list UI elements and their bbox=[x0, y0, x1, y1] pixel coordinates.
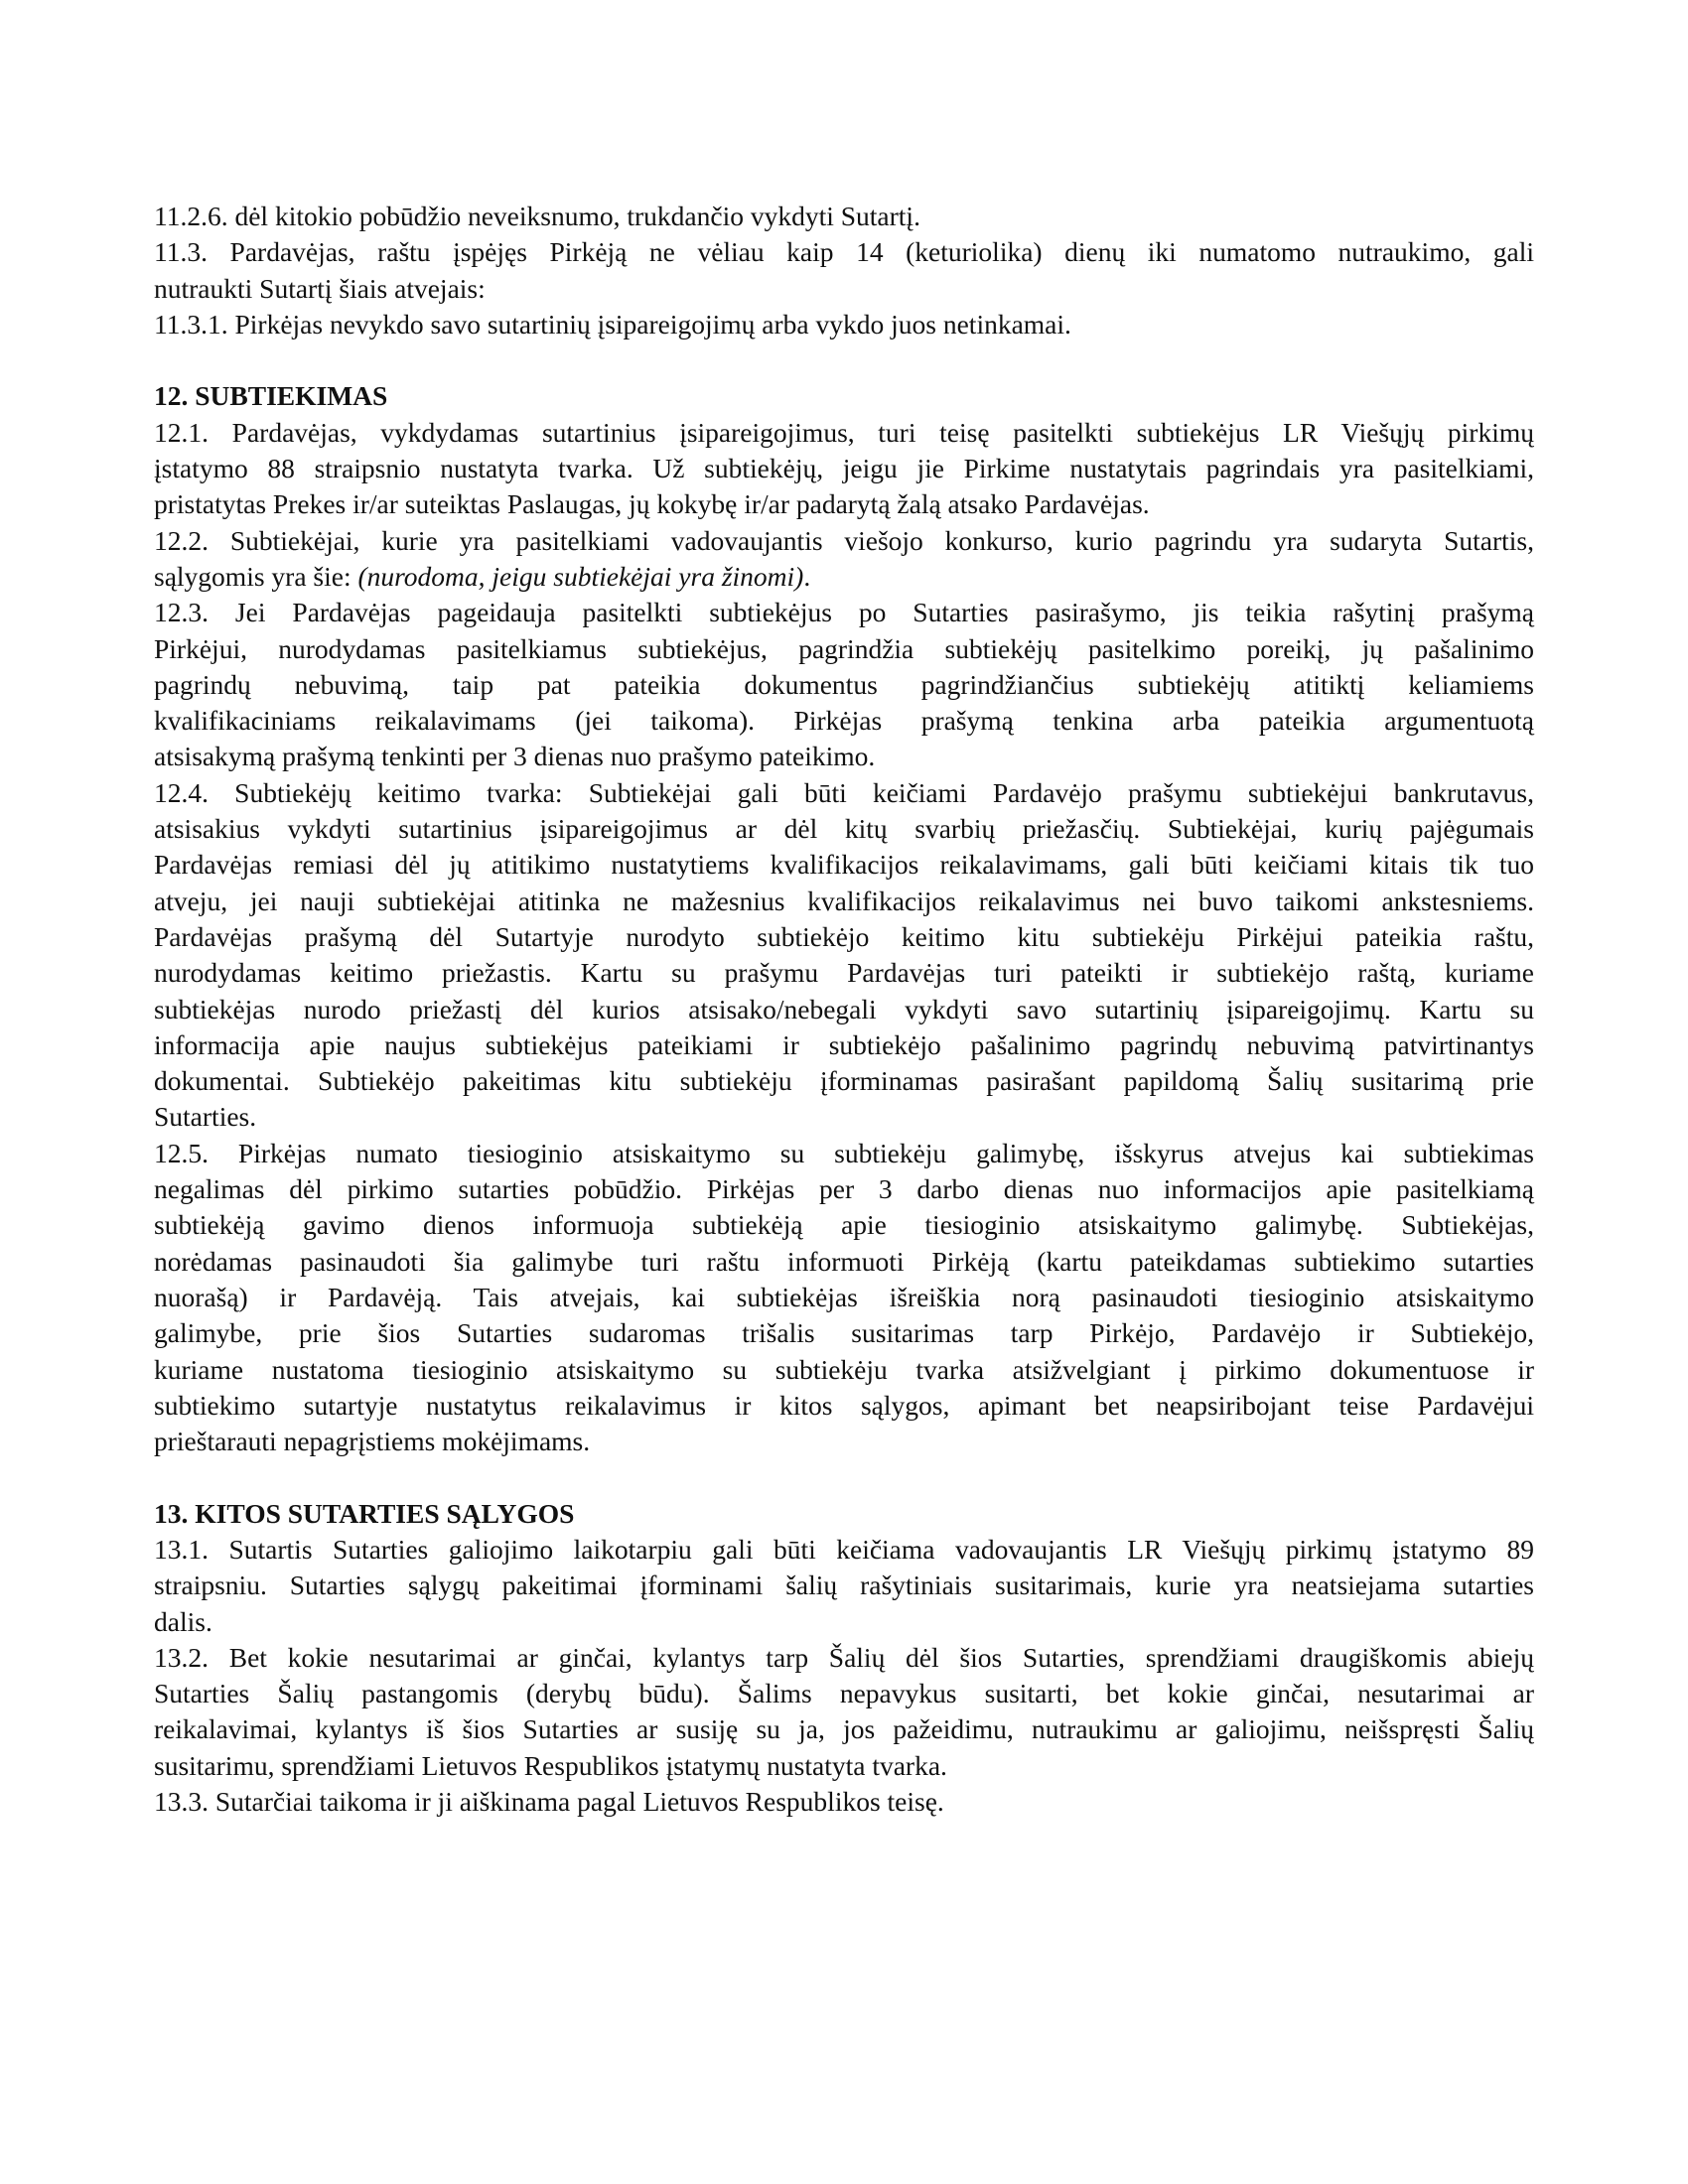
section-12 bbox=[154, 378, 1534, 1459]
text-line: atsisakymą prašymą tenkinti per 3 dienas nuo prašymo pateikimo. bbox=[154, 741, 876, 772]
text-line: 12.5. Pirkėjas numato tiesioginio atsiskaitymo su subtiekėju galimybę, išskyrus atvejus kai subtiekimas bbox=[154, 1137, 1534, 1168]
text-line: nurodydamas keitimo priežastis. Kartu su prašymu Pardavėjas turi pateikti ir subtiekėjo raštą, kuriame bbox=[154, 957, 1534, 989]
text-line: Pirkėjui, nurodydamas pasitelkiamus subtiekėjus, pagrindžia subtiekėjų pasitelkimo poreikį, jų pašalinimo bbox=[154, 632, 1534, 664]
text-line: Pardavėjas remiasi dėl jų atitikimo nustatytiems kvalifikacijos reikalavimams, gali būti keičiami kitais tik tuo bbox=[154, 849, 1534, 881]
text-line: 12.2. Subtiekėjai, kurie yra pasitelkiami vadovaujantis viešojo konkurso, kurio pagrindu yra sudaryta Sutartis, bbox=[154, 524, 1534, 556]
text-line: negalimas dėl pirkimo sutarties pobūdžio. Pirkėjas per 3 darbo dienas nuo informacijos apie pasitelkiamą bbox=[154, 1173, 1534, 1205]
text-line: susitarimu, sprendžiami Lietuvos Respublikos įstatymų nustatyta tvarka. bbox=[154, 1749, 947, 1781]
paragraph-spacer bbox=[154, 342, 1534, 378]
text-line: kvalifikaciniams reikalavimams (jei taikoma). Pirkėjas prašymą tenkina arba pateikia argumentuotą bbox=[154, 705, 1534, 737]
document-page bbox=[154, 199, 1534, 1820]
text-line: nutraukti Sutartį šiais atvejais: bbox=[154, 272, 486, 304]
clause-12-2-continuation bbox=[154, 559, 1534, 595]
text-line: 12.4. Subtiekėjų keitimo tvarka: Subtiekėjai gali būti keičiami Pardavėjo prašymu subtiekėjui bankrutavus, bbox=[154, 776, 1534, 808]
text-line: Pardavėjas prašymą dėl Sutartyje nurodyto subtiekėjo keitimo kitu subtiekėju Pirkėjui pateikia raštu, bbox=[154, 920, 1534, 952]
text-line: dokumentai. Subtiekėjo pakeitimas kitu subtiekėju įforminamas pasirašant papildomą Šalių susitarimą prie bbox=[154, 1065, 1534, 1097]
text-line: pristatytas Prekes ir/ar suteiktas Paslaugas, jų kokybę ir/ar padarytą žalą atsako Pardavėjas. bbox=[154, 488, 1150, 520]
text-line: atveju, jei nauji subtiekėjai atitinka ne mažesnius kvalifikacijos reikalavimus nei buvo taikomi ankstesniems. bbox=[154, 885, 1534, 916]
italic-note: (nurodoma, jeigu subtiekėjai yra žinomi) bbox=[357, 560, 804, 592]
text-line: subtiekimo sutartyje nustatytus reikalavimus ir kitos sąlygos, apimant bet neapsiribojant teise Pardavėjui bbox=[154, 1389, 1534, 1421]
text-line: informacija apie naujus subtiekėjus pateikiami ir subtiekėjo pašalinimo pagrindų nebuvimą patvirtinantys bbox=[154, 1028, 1534, 1060]
paragraph-spacer bbox=[154, 1459, 1534, 1495]
text-line: galimybe, prie šios Sutarties sudaromas trišalis susitarimas tarp Pirkėjo, Pardavėjo ir Subtiekėjo, bbox=[154, 1317, 1534, 1349]
text-line: subtiekėją gavimo dienos informuoja subtiekėją apie tiesioginio atsiskaitymo galimybę. Subtiekėjas, bbox=[154, 1209, 1534, 1241]
section-heading-12: 12. SUBTIEKIMAS bbox=[154, 380, 388, 412]
section-13 bbox=[154, 1496, 1534, 1821]
text-line: pagrindų nebuvimą, taip pat pateikia dokumentus pagrindžiančius subtiekėjų atitiktį keliamiems bbox=[154, 668, 1534, 700]
text-line: 11.3. Pardavėjas, raštu įspėjęs Pirkėją ne vėliau kaip 14 (keturiolika) dienų iki numatomo nutraukimo, gali bbox=[154, 236, 1534, 268]
text-line: atsisakius vykdyti sutartinius įsipareigojimus ar dėl kitų svarbių priežasčių. Subtiekėjai, kurių pajėgumais bbox=[154, 813, 1534, 845]
text-line: kuriame nustatoma tiesioginio atsiskaitymo su subtiekėju tvarka atsižvelgiant į pirkimo dokumentuose ir bbox=[154, 1353, 1534, 1385]
text-line: norėdamas pasinaudoti šia galimybe turi raštu informuoti Pirkėją (kartu pateikdamas subtiekimo sutarties bbox=[154, 1245, 1534, 1277]
text-line: įstatymo 88 straipsnio nustatyta tvarka. Už subtiekėjų, jeigu jie Pirkime nustatytais pagrindais yra pasitelkiami, bbox=[154, 453, 1534, 484]
text-line: subtiekėjas nurodo priežastį dėl kurios atsisako/nebegali vykdyti savo sutartinių įsipareigojimų. Kartu su bbox=[154, 993, 1534, 1024]
text-line: nuorašą) ir Pardavėją. Tais atvejais, kai subtiekėjas išreiškia norą pasinaudoti tiesioginio atsiskaitymo bbox=[154, 1281, 1534, 1312]
clause-text: sąlygomis yra šie: bbox=[154, 560, 358, 592]
text-line: dalis. bbox=[154, 1605, 212, 1637]
text-line: prieštarauti nepagrįstiems mokėjimams. bbox=[154, 1426, 591, 1457]
text-line: 11.3.1. Pirkėjas nevykdo savo sutartinių įsipareigojimų arba vykdo juos netinkamai. bbox=[154, 308, 1071, 340]
section-heading-13: 13. KITOS SUTARTIES SĄLYGOS bbox=[154, 1497, 575, 1529]
text-line: 12.1. Pardavėjas, vykdydamas sutartinius įsipareigojimus, turi teisę pasitelkti subtiekėjus LR Viešųjų pirkimų bbox=[154, 416, 1534, 448]
text-line: 11.2.6. dėl kitokio pobūdžio neveiksnumo, trukdančio vykdyti Sutartį. bbox=[154, 201, 920, 231]
text-line: Sutarties Šalių pastangomis (derybų būdu). Šalims nepavykus susitarti, bet kokie ginčai, nesutarimai ar bbox=[154, 1678, 1534, 1709]
text-line: Sutarties. bbox=[154, 1101, 257, 1133]
section-11-continuation bbox=[154, 199, 1534, 342]
text-line: straipsniu. Sutarties sąlygų pakeitimai įforminami šalių rašytiniais susitarimais, kurie yra neatsiejama sutarties bbox=[154, 1570, 1534, 1601]
text-line: 12.3. Jei Pardavėjas pageidauja pasitelkti subtiekėjus po Sutarties pasirašymo, jis teikia rašytinį prašymą bbox=[154, 597, 1534, 628]
clause-text-end: . bbox=[803, 560, 811, 592]
text-line: 13.3. Sutarčiai taikoma ir ji aiškinama pagal Lietuvos Respublikos teisę. bbox=[154, 1786, 944, 1818]
text-line: 13.2. Bet kokie nesutarimai ar ginčai, kylantys tarp Šalių dėl šios Sutarties, sprendžiami draugiškomis abiejų bbox=[154, 1641, 1534, 1673]
text-line: 13.1. Sutartis Sutarties galiojimo laikotarpiu gali būti keičiama vadovaujantis LR Viešųjų pirkimų įstatymo 89 bbox=[154, 1533, 1534, 1565]
text-line: reikalavimai, kylantys iš šios Sutarties ar susiję su ja, jos pažeidimu, nutraukimu ar galiojimu, neišspręsti Šalių bbox=[154, 1713, 1534, 1745]
